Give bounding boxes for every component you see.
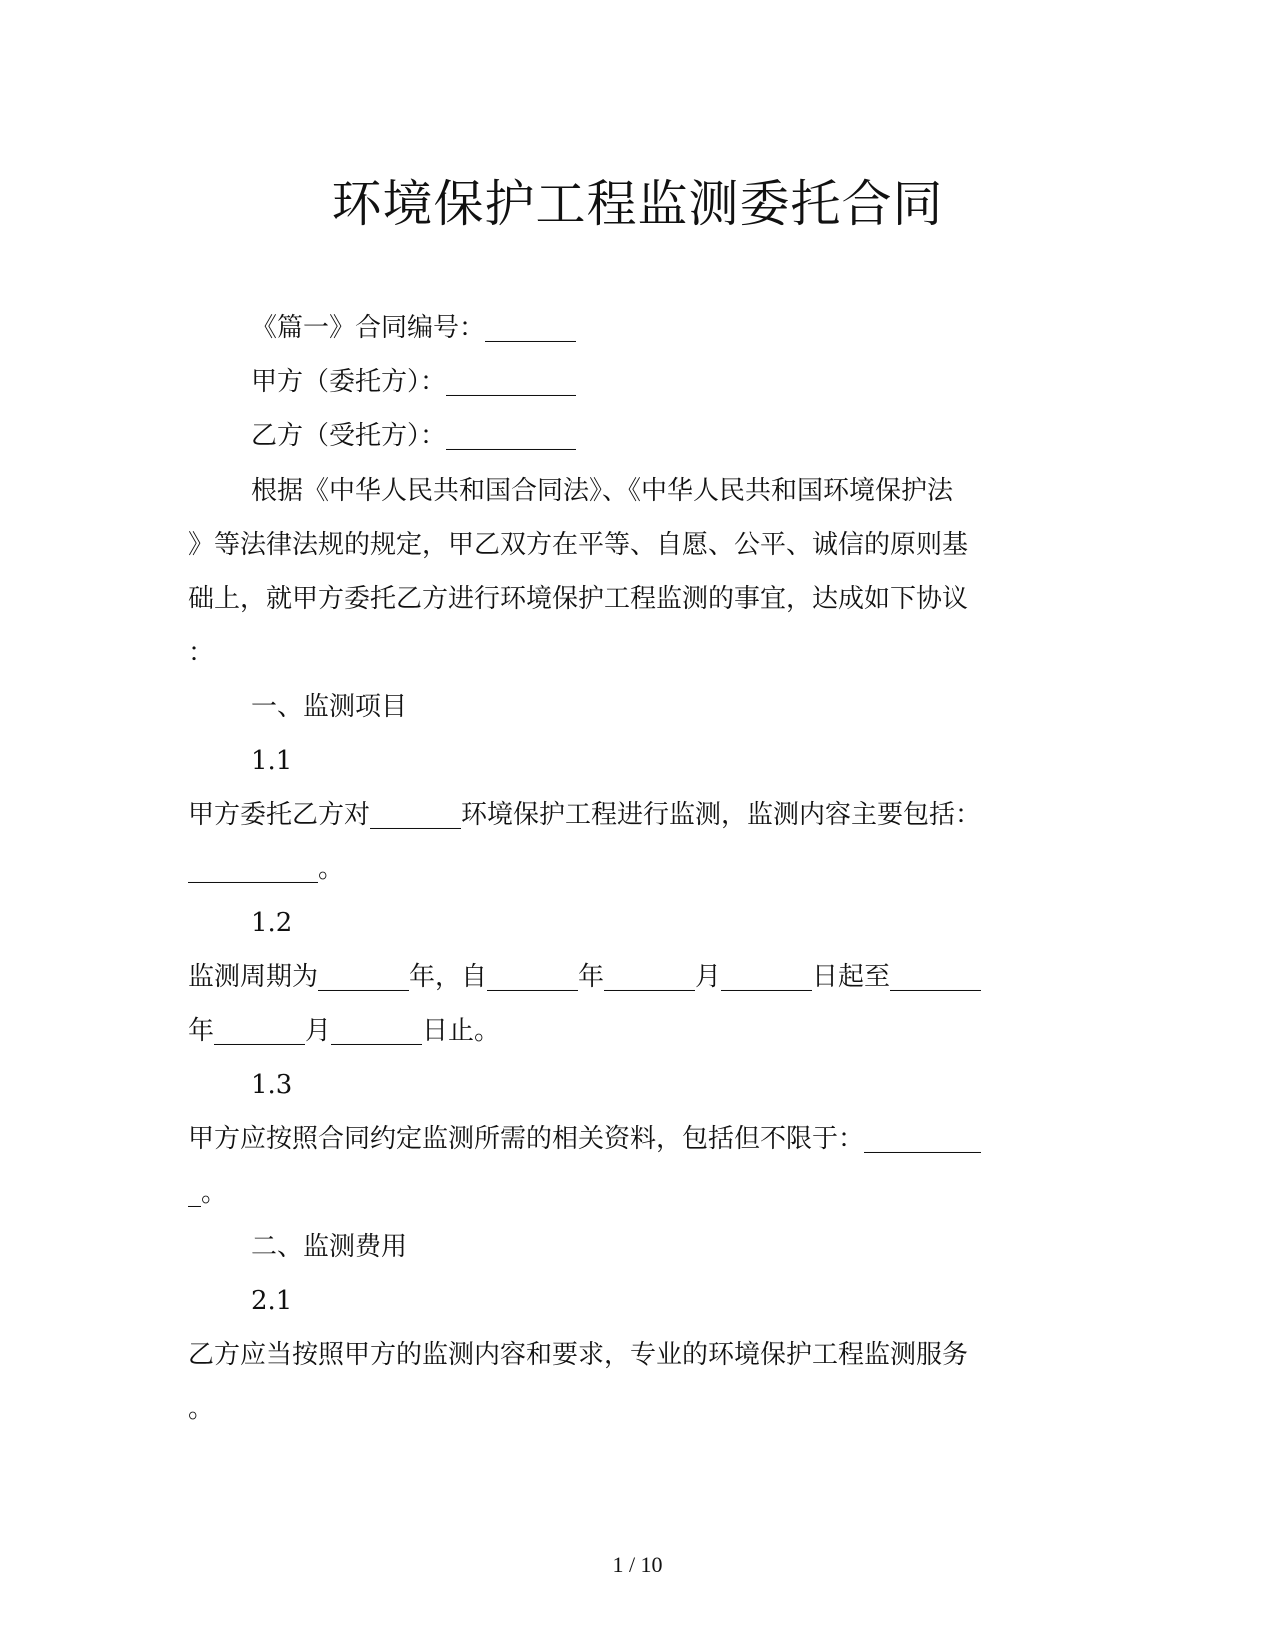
section-heading-2: 二、监测费用 [251, 1232, 408, 1262]
clause-1-3-line-1: 甲方应按照合同约定监测所需的相关资料，包括但不限于：_________ [188, 1124, 982, 1154]
section-heading-1: 一、监测项目 [251, 692, 408, 722]
party-b-line: 乙方（受托方）：__________ [251, 421, 577, 451]
party-a-line: 甲方（委托方）：__________ [251, 367, 577, 397]
page-number: 1 / 10 [612, 1552, 663, 1577]
clause-1-3-line-2: _。 [188, 1178, 228, 1208]
clause-2-1-line-2: 。 [188, 1394, 215, 1424]
preamble-line-1: 根据《中华人民共和国合同法》、《中华人民共和国环境保护法 [251, 476, 954, 506]
preamble-line-2: 》等法律法规的规定，甲乙双方在平等、自愿、公平、诚信的原则基 [188, 530, 969, 560]
clause-number-1-1: 1.1 [251, 746, 293, 776]
preamble-line-3: 础上，就甲方委托乙方进行环境保护工程监测的事宜，达成如下协议 [188, 584, 969, 614]
clause-1-1-line-1: 甲方委托乙方对_______环境保护工程进行监测，监测内容主要包括： [188, 800, 982, 830]
clause-1-2-line-1: 监测周期为_______年，自_______年_______月_______日起至_______ [188, 962, 982, 992]
clause-number-1-3: 1.3 [251, 1070, 293, 1100]
clause-1-2-line-2: 年_______月_______日止。 [188, 1016, 501, 1046]
clause-number-1-2: 1.2 [251, 908, 293, 938]
clause-1-1-line-2: __________。 [188, 854, 345, 884]
clause-number-2-1: 2.1 [251, 1286, 293, 1316]
contract-number-line: 《篇一》合同编号：_______ [251, 313, 577, 343]
document-title: 环境保护工程监测委托合同 [331, 175, 944, 233]
clause-2-1-line-1: 乙方应当按照甲方的监测内容和要求，专业的环境保护工程监测服务 [188, 1340, 969, 1370]
preamble-line-4: ： [188, 638, 215, 668]
